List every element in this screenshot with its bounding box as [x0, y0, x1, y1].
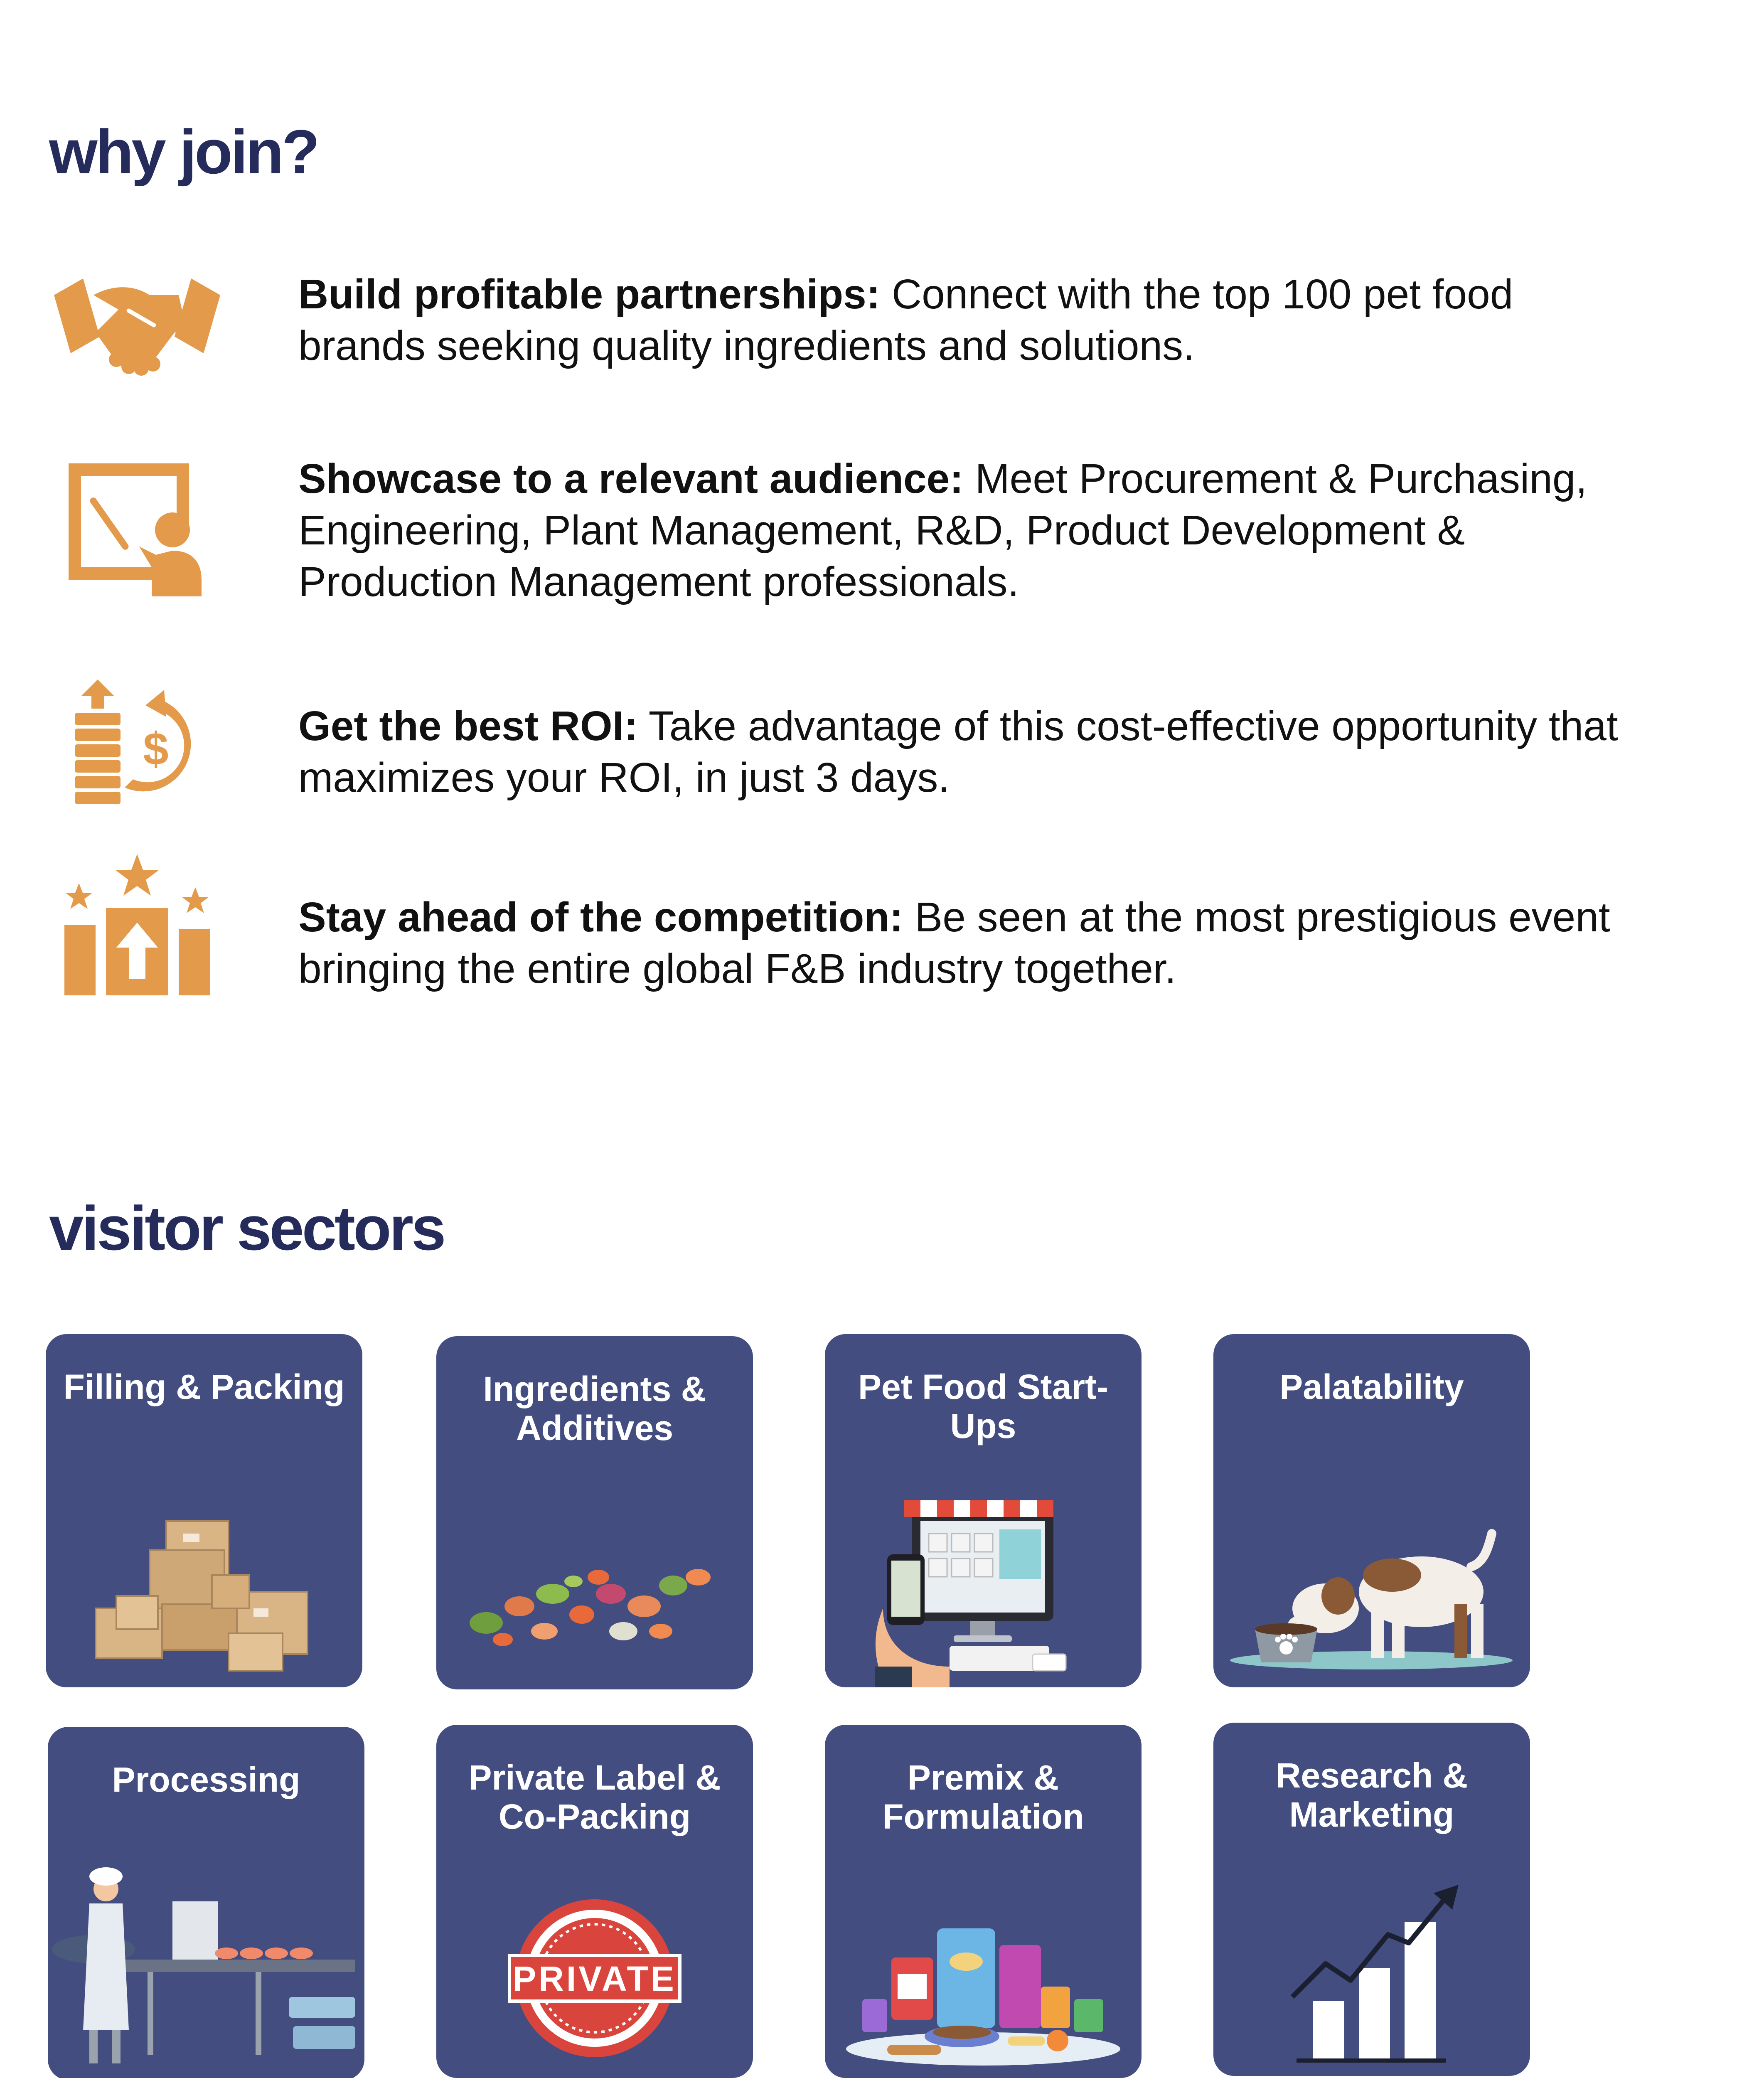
- sector-card-ingredients-additives[interactable]: [436, 1336, 753, 1689]
- sector-label: Ingredients & Additives: [483, 1369, 706, 1448]
- processing-line-icon: [48, 1864, 364, 2078]
- handshake-icon: [54, 270, 220, 378]
- presentation-icon: [69, 463, 206, 596]
- benefit-description: Connect with the top 100 pet food brands seeking quality ingredients and solutions.: [298, 271, 1513, 369]
- private-badge-text: PRIVATE: [513, 1959, 677, 1998]
- sector-label: Palatability: [1279, 1367, 1464, 1406]
- benefit-title: Get the best ROI:: [298, 703, 638, 749]
- sector-card-filling-packing[interactable]: [46, 1334, 362, 1687]
- benefit-title: Showcase to a relevant audience:: [298, 455, 964, 502]
- benefit-roi-text: [298, 700, 1628, 803]
- sector-card-processing[interactable]: [48, 1727, 364, 2078]
- growth-chart-icon: [1213, 1860, 1530, 2076]
- pet-products-icon: [825, 1862, 1142, 2078]
- benefit-description: Meet Procurement & Purchasing, Engineering, Plant Management, R&D, Product Development & Production Management professionals.: [298, 455, 1587, 605]
- online-shop-icon: [825, 1471, 1142, 1687]
- sector-card-private-label[interactable]: [436, 1725, 753, 2078]
- sector-label: Pet Food Start-Ups: [858, 1367, 1108, 1445]
- private-label-badge-icon: [436, 1862, 753, 2078]
- benefit-title: Build profitable partnerships:: [298, 271, 881, 318]
- sector-label: Premix & Formulation: [882, 1758, 1084, 1836]
- sector-card-premix-formulation[interactable]: [825, 1725, 1142, 2078]
- benefit-description: Take advantage of this cost-effective opportunity that maximizes your ROI, in just 3 days.: [298, 703, 1618, 801]
- sector-label: Filling & Packing: [63, 1367, 345, 1406]
- why-join-heading: why join?: [49, 117, 318, 187]
- dog-eating-icon: [1213, 1471, 1530, 1687]
- sector-label: Research & Marketing: [1275, 1756, 1468, 1834]
- sector-label: Processing: [112, 1760, 300, 1799]
- cardboard-boxes-icon: [46, 1471, 362, 1687]
- ingredients-icon: [436, 1473, 753, 1689]
- sector-card-research-marketing[interactable]: [1213, 1723, 1530, 2076]
- sector-card-pet-food-startups[interactable]: [825, 1334, 1142, 1687]
- svg-text:$: $: [143, 724, 169, 775]
- benefit-competition-text: [298, 891, 1628, 995]
- benefit-showcase-text: [298, 453, 1628, 608]
- sector-label: Private Label & Co-Packing: [468, 1758, 721, 1836]
- competition-podium-icon: [64, 854, 210, 995]
- roi-coins-icon: [75, 680, 208, 812]
- benefit-partnerships-text: [298, 268, 1628, 372]
- benefit-title: Stay ahead of the competition:: [298, 894, 903, 941]
- sector-card-palatability[interactable]: [1213, 1334, 1530, 1687]
- visitor-sectors-heading: visitor sectors: [49, 1193, 444, 1263]
- benefit-description: Be seen at the most prestigious event bringing the entire global F&B industry together.: [298, 894, 1610, 992]
